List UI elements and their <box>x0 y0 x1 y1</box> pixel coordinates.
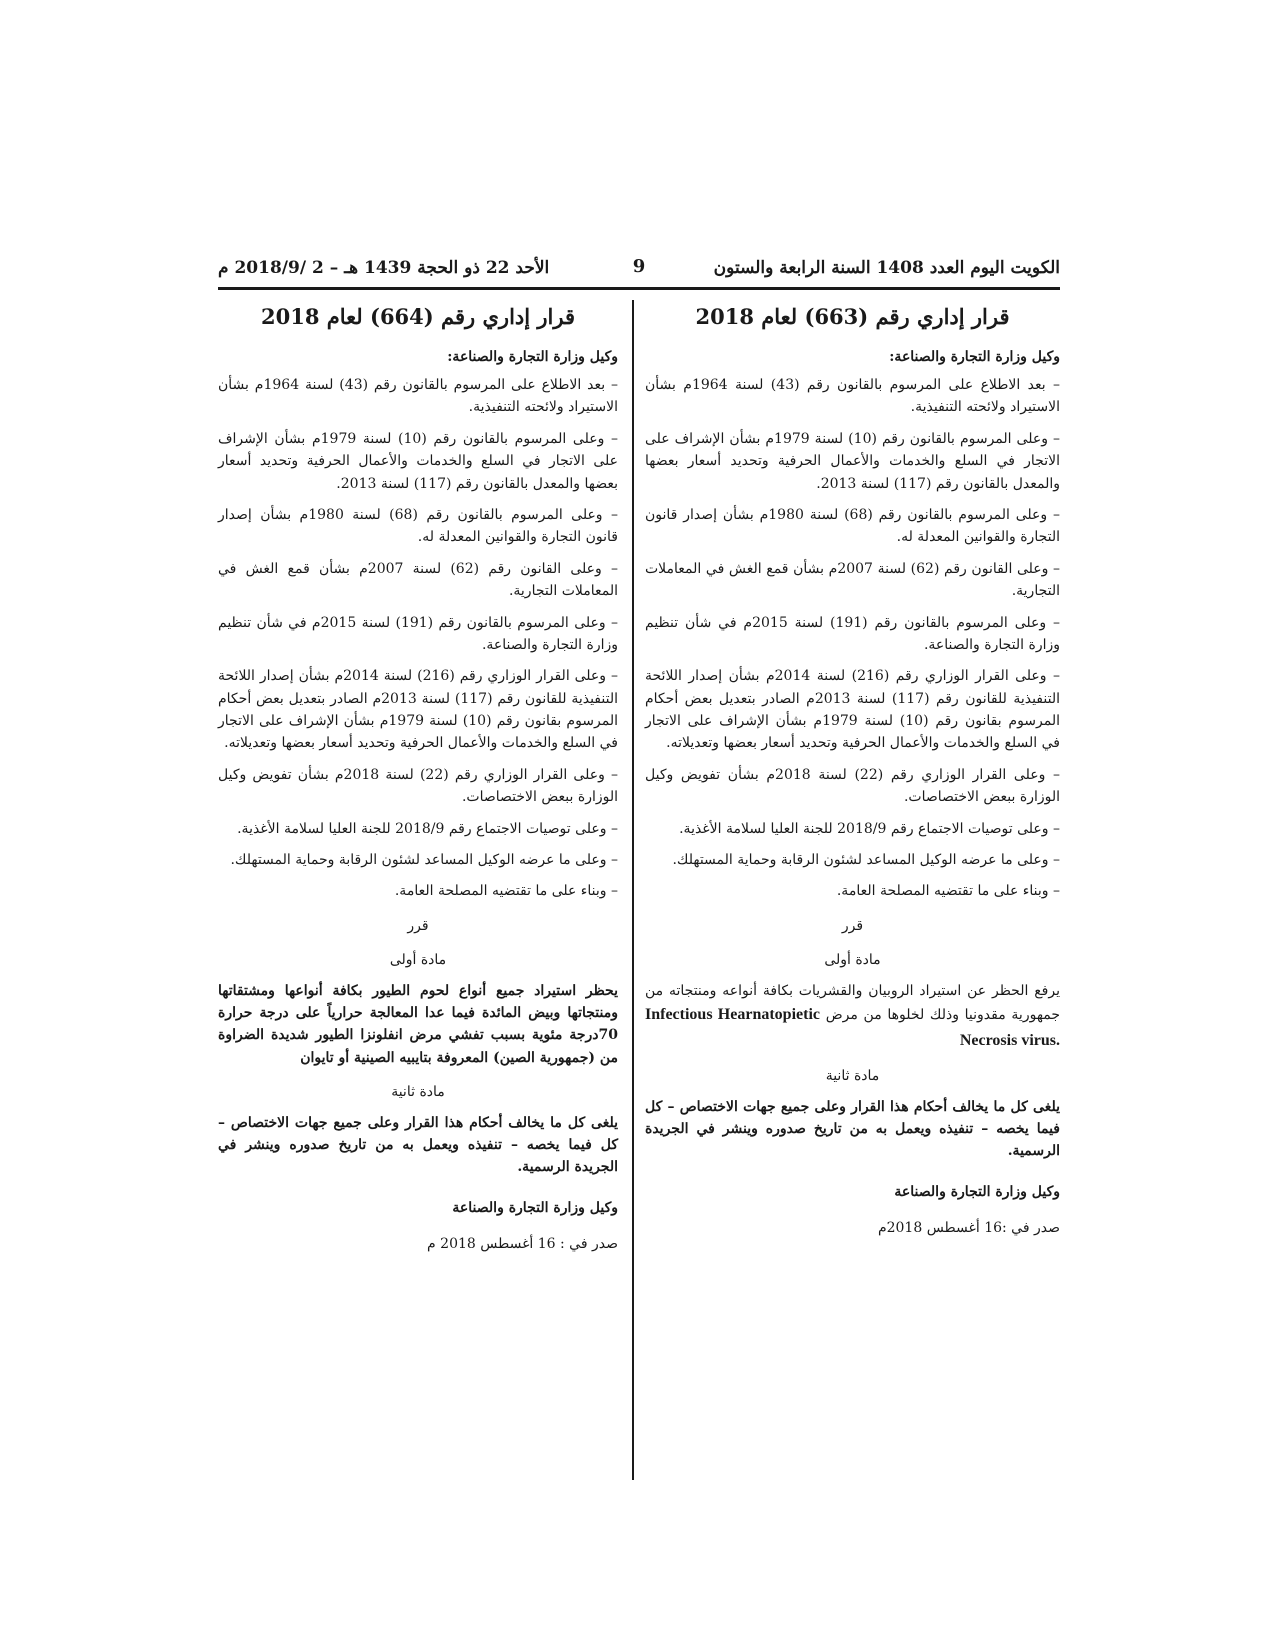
signature-line: وكيل وزارة التجارة والصناعة <box>452 1199 618 1216</box>
preamble-item: – وعلى القرار الوزاري رقم (216) لسنة 2014م بشأن إصدار اللائحة التنفيذية للقانون رقم (117) لسنة 2013م الصادر بتعديل بعض أحكام المرسوم بقانون رقم (10) لسنة 1979م بشأن الإشراف على الاتجار في السلع والخدمات والأعمال الحرفية وتحديد أسعار بعضها وتعديلاته. <box>218 665 618 755</box>
preamble-item: – بعد الاطلاع على المرسوم بالقانون رقم (43) لسنة 1964م بشأن الاستيراد ولائحته التنفيذية. <box>645 374 1060 419</box>
issue-date: الأحد 22 ذو الحجة 1439 هـ – 2 /2018/9 م <box>218 258 550 278</box>
article-1-text: يحظر استيراد جميع أنواع لحوم الطيور بكافة أنواعها ومشتقاتها ومنتجاتها وبيض المائدة فيما عدا المعالجة حرارياً على درجة حرارة 70درجة مئوية بسبب تفشي مرض انفلونزا الطيور شديدة الضراوة من (جمهورية الصين) المعروفة بتايبيه الصينية أو تايوان <box>218 982 618 1066</box>
decision-title: قرار إداري رقم (663) لعام 2018 <box>695 304 1010 329</box>
issue-date-line: صدر في : 16 أغسطس 2018 م <box>427 1236 618 1253</box>
decision-664 <box>218 298 618 1255</box>
article-2-text: يلغى كل ما يخالف أحكام هذا القرار وعلى جميع جهات الاختصاص – كل فيما يخصه – تنفيذه ويعمل به من تاريخ صدوره وينشر في الجريدة الرسمية. <box>645 1098 1060 1160</box>
article-1-label: مادة أولى <box>389 952 447 969</box>
preamble-item: – وعلى ما عرضه الوكيل المساعد لشئون الرقابة وحماية المستهلك. <box>218 849 618 871</box>
preamble-item: – وبناء على ما تقتضيه المصلحة العامة. <box>218 880 618 902</box>
header-rule <box>218 287 1060 290</box>
signature-line: وكيل وزارة التجارة والصناعة <box>894 1183 1060 1200</box>
preamble-item: – وعلى القرار الوزاري رقم (22) لسنة 2018م بشأن تفويض وكيل الوزارة ببعض الاختصاصات. <box>218 764 618 809</box>
article-1-text-latin: Infectious Hearnatopietic Necrosis virus. <box>645 1005 1060 1049</box>
issue-date-line: صدر في :16 أغسطس 2018م <box>877 1220 1060 1237</box>
article-1-text-arabic: يرفع الحظر عن استيراد الروبيان والقشريات بكافة أنواعه ومنتجاته من جمهورية مقدونيا وذلك لخلوها من مرض <box>645 982 1061 1023</box>
column-divider <box>632 300 634 1480</box>
article-2-label: مادة ثانية <box>825 1068 880 1085</box>
preamble-item: – وبناء على ما تقتضيه المصلحة العامة. <box>645 880 1060 902</box>
preamble-item: – وعلى ما عرضه الوكيل المساعد لشئون الرقابة وحماية المستهلك. <box>645 849 1060 871</box>
decided-label: قرر <box>407 917 429 934</box>
article-1-text <box>645 980 1060 1054</box>
preamble-list <box>645 374 1060 903</box>
preamble-item: – وعلى المرسوم بالقانون رقم (191) لسنة 2015م في شأن تنظيم وزارة التجارة والصناعة. <box>645 612 1060 657</box>
preamble-item: – وعلى المرسوم بالقانون رقم (68) لسنة 1980م بشأن إصدار قانون التجارة والقوانين المعدلة له. <box>218 504 618 549</box>
decided-label: قرر <box>841 917 864 934</box>
preamble-item: – وعلى توصيات الاجتماع رقم 2018/9 للجنة العليا لسلامة الأغذية. <box>218 818 618 840</box>
preamble-item: – وعلى المرسوم بالقانون رقم (191) لسنة 2015م في شأن تنظيم وزارة التجارة والصناعة. <box>218 612 618 657</box>
issuer-line: وكيل وزارة التجارة والصناعة: <box>447 348 618 365</box>
article-2-label: مادة ثانية <box>391 1084 445 1101</box>
preamble-item: – وعلى المرسوم بالقانون رقم (10) لسنة 1979م بشأن الإشراف على الاتجار في السلع والخدمات والأعمال الحرفية وتحديد أسعار بعضها والمعدل بالقانون رقم (117) لسنة 2013. <box>218 428 618 495</box>
page-number: 9 <box>632 256 646 277</box>
preamble-item: – وعلى المرسوم بالقانون رقم (68) لسنة 1980م بشأن إصدار قانون التجارة والقوانين المعدلة له. <box>645 504 1060 549</box>
preamble-item: – وعلى توصيات الاجتماع رقم 2018/9 للجنة العليا لسلامة الأغذية. <box>645 818 1060 840</box>
preamble-item: – وعلى القرار الوزاري رقم (216) لسنة 2014م بشأن إصدار اللائحة التنفيذية للقانون رقم (117) لسنة 2013م الصادر بتعديل بعض أحكام المرسوم بقانون رقم (10) لسنة 1979م بشأن الإشراف على الاتجار في السلع والخدمات والأعمال الحرفية وتحديد أسعار بعضها وتعديلاته. <box>645 665 1060 755</box>
article-1-label: مادة أولى <box>824 952 881 969</box>
decision-663 <box>645 298 1060 1240</box>
preamble-item: – وعلى القرار الوزاري رقم (22) لسنة 2018م بشأن تفويض وكيل الوزارة ببعض الاختصاصات. <box>645 764 1060 809</box>
preamble-item: – وعلى القانون رقم (62) لسنة 2007م بشأن قمع الغش في المعاملات التجارية. <box>645 558 1060 603</box>
preamble-list <box>218 374 618 903</box>
publication-title: الكويت اليوم العدد 1408 السنة الرابعة والستون <box>713 258 1060 278</box>
preamble-item: – وعلى المرسوم بالقانون رقم (10) لسنة 1979م بشأن الإشراف على الاتجار في السلع والخدمات والأعمال الحرفية وتحديد أسعار بعضها والمعدل بالقانون رقم (117) لسنة 2013. <box>645 428 1060 495</box>
decision-title: قرار إداري رقم (664) لعام 2018 <box>260 304 576 329</box>
page-header <box>218 256 1060 286</box>
article-2-text: يلغى كل ما يخالف أحكام هذا القرار وعلى جميع جهات الاختصاص – كل فيما يخصه – تنفيذه ويعمل به من تاريخ صدوره وينشر في الجريدة الرسمية. <box>218 1114 618 1176</box>
preamble-item: – بعد الاطلاع على المرسوم بالقانون رقم (43) لسنة 1964م بشأن الاستيراد ولائحته التنفيذية. <box>218 374 618 419</box>
issuer-line: وكيل وزارة التجارة والصناعة: <box>889 348 1060 365</box>
preamble-item: – وعلى القانون رقم (62) لسنة 2007م بشأن قمع الغش في المعاملات التجارية. <box>218 558 618 603</box>
